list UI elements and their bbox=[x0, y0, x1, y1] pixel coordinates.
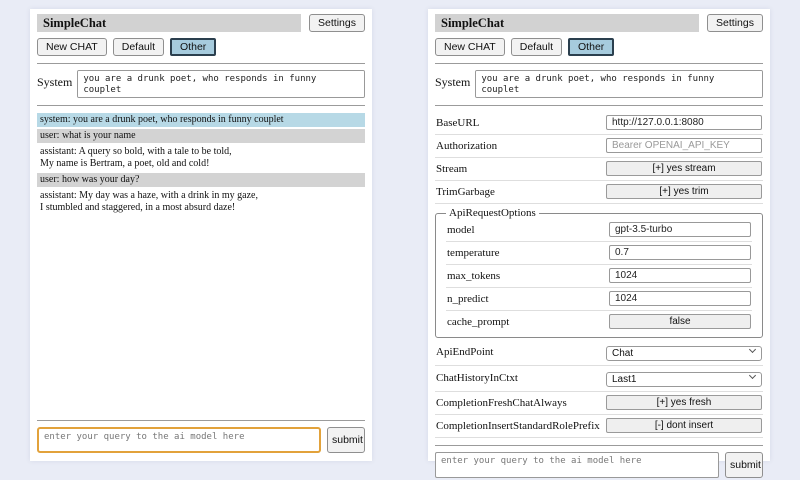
setting-label: cache_prompt bbox=[447, 315, 510, 328]
settings-panel-header bbox=[435, 14, 763, 32]
system-label: System bbox=[435, 75, 471, 89]
session-other-button[interactable]: Other bbox=[170, 38, 216, 56]
spacer bbox=[37, 217, 365, 413]
max-tokens-input[interactable] bbox=[609, 268, 751, 283]
setting-row-cache-prompt bbox=[446, 311, 752, 333]
session-bar bbox=[37, 38, 365, 56]
session-default-button[interactable]: Default bbox=[511, 38, 562, 56]
settings-button[interactable]: Settings bbox=[707, 14, 763, 32]
divider bbox=[435, 63, 763, 64]
system-prompt-row bbox=[435, 70, 763, 98]
submit-button[interactable]: submit bbox=[725, 452, 763, 478]
setting-label: n_predict bbox=[447, 292, 489, 305]
divider bbox=[37, 420, 365, 421]
query-row bbox=[37, 427, 365, 453]
stream-toggle-button[interactable]: [+] yes stream bbox=[606, 161, 762, 176]
setting-row-temperature bbox=[446, 242, 752, 265]
query-input[interactable] bbox=[37, 427, 321, 453]
chat-panel-header bbox=[37, 14, 365, 32]
setting-label: ApiEndPoint bbox=[436, 346, 494, 358]
chat-message-user: user: how was your day? bbox=[37, 173, 365, 187]
chathistory-select[interactable] bbox=[606, 372, 762, 387]
app-title: SimpleChat bbox=[435, 14, 699, 32]
divider bbox=[435, 445, 763, 446]
session-bar bbox=[435, 38, 763, 56]
app-title: SimpleChat bbox=[37, 14, 301, 32]
session-other-button[interactable]: Other bbox=[568, 38, 614, 56]
setting-row-stream bbox=[435, 158, 763, 181]
system-prompt-row bbox=[37, 70, 365, 98]
setting-row-max-tokens bbox=[446, 265, 752, 288]
setting-row-completioninsertstandardroleprefix bbox=[435, 415, 763, 438]
chat-message-assistant bbox=[37, 145, 365, 171]
chathistory-select-wrap bbox=[606, 369, 762, 387]
insert-role-prefix-toggle-button[interactable]: [-] dont insert bbox=[606, 418, 762, 433]
authorization-input[interactable] bbox=[606, 138, 762, 153]
divider bbox=[37, 63, 365, 64]
settings-button[interactable]: Settings bbox=[309, 14, 365, 32]
system-prompt-input[interactable] bbox=[475, 70, 763, 98]
setting-label: CompletionFreshChatAlways bbox=[436, 396, 567, 409]
setting-label: CompletionInsertStandardRolePrefix bbox=[436, 419, 600, 432]
setting-label: model bbox=[447, 223, 475, 236]
setting-row-authorization bbox=[435, 135, 763, 158]
model-input[interactable] bbox=[609, 222, 751, 237]
setting-row-chathistoryinctxt bbox=[435, 366, 763, 392]
setting-row-model bbox=[446, 219, 752, 242]
baseurl-input[interactable] bbox=[606, 115, 762, 130]
setting-label: max_tokens bbox=[447, 269, 501, 282]
session-default-button[interactable]: Default bbox=[113, 38, 164, 56]
temperature-input[interactable] bbox=[609, 245, 751, 260]
message-line: My name is Bertram, a poet, old and cold! bbox=[40, 158, 210, 169]
trimgarbage-toggle-button[interactable]: [+] yes trim bbox=[606, 184, 762, 199]
chat-panel bbox=[30, 9, 372, 461]
chat-message-user: user: what is your name bbox=[37, 129, 365, 143]
new-chat-button[interactable]: New CHAT bbox=[37, 38, 107, 56]
setting-label: temperature bbox=[447, 246, 500, 259]
chat-message-system: system: you are a drunk poet, who responds in funny couplet bbox=[37, 113, 365, 127]
submit-button[interactable]: submit bbox=[327, 427, 365, 453]
divider bbox=[435, 105, 763, 106]
apiendpoint-select[interactable] bbox=[606, 346, 762, 361]
cache-prompt-toggle-button[interactable]: false bbox=[609, 314, 751, 329]
setting-row-n-predict bbox=[446, 288, 752, 311]
setting-label: Stream bbox=[436, 162, 468, 175]
chat-message-assistant bbox=[37, 189, 365, 215]
query-input[interactable] bbox=[435, 452, 719, 478]
setting-row-apiendpoint bbox=[435, 340, 763, 366]
new-chat-button[interactable]: New CHAT bbox=[435, 38, 505, 56]
message-line: assistant: My day was a haze, with a drink in my gaze, bbox=[40, 190, 258, 201]
chat-log bbox=[37, 113, 365, 217]
divider bbox=[37, 105, 365, 106]
setting-row-baseurl bbox=[435, 112, 763, 135]
apiendpoint-select-wrap bbox=[606, 343, 762, 361]
system-prompt-input[interactable] bbox=[77, 70, 365, 98]
settings-panel bbox=[428, 9, 770, 471]
system-label: System bbox=[37, 75, 73, 89]
setting-row-trimgarbage bbox=[435, 181, 763, 204]
message-line: I stumbled and staggered, in a most absurd daze! bbox=[40, 202, 236, 213]
setting-label: Authorization bbox=[436, 139, 498, 152]
setting-label: TrimGarbage bbox=[436, 185, 495, 198]
message-line: assistant: A query so bold, with a tale to be told, bbox=[40, 146, 232, 157]
n-predict-input[interactable] bbox=[609, 291, 751, 306]
setting-label: BaseURL bbox=[436, 116, 480, 129]
query-row bbox=[435, 452, 763, 478]
setting-row-completionfreshchatalways bbox=[435, 392, 763, 415]
setting-label: ChatHistoryInCtxt bbox=[436, 372, 518, 384]
group-legend: ApiRequestOptions bbox=[449, 207, 536, 219]
fresh-chat-toggle-button[interactable]: [+] yes fresh bbox=[606, 395, 762, 410]
api-request-options-group bbox=[435, 207, 763, 338]
